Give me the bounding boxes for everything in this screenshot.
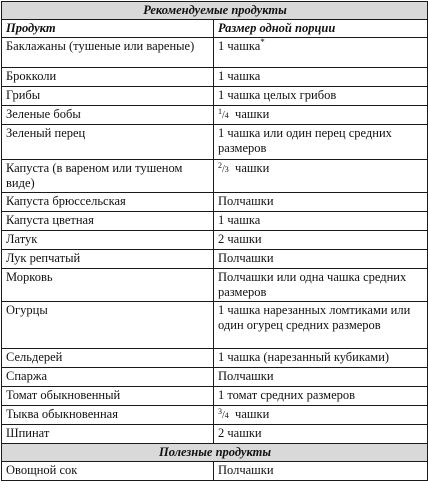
portion-cell (214, 250, 428, 269)
portion-cell (214, 368, 428, 387)
section-header-row (2, 444, 428, 462)
column-header-product: Продукт (2, 20, 214, 38)
fraction-slash: / (222, 110, 225, 121)
portion-text: чашки (235, 107, 270, 121)
table-row (2, 212, 428, 231)
portion-cell (214, 406, 428, 425)
table-row (2, 68, 428, 87)
product-cell: Брокколи (2, 68, 214, 87)
product-cell: Тыква обыкновенная (2, 406, 214, 425)
product-cell: Капуста цветная (2, 212, 214, 231)
product-cell: Огурцы (2, 302, 214, 349)
portion-text: 1 томат средних размеров (218, 388, 356, 402)
section-title-useful: Полезные продукты (2, 444, 428, 462)
table-row (2, 425, 428, 444)
product-cell: Овощной сок (2, 462, 214, 481)
product-cell: Лук репчатый (2, 250, 214, 269)
product-cell: Спаржа (2, 368, 214, 387)
product-cell: Зеленый перец (2, 125, 214, 160)
portion-table (1, 1, 428, 481)
product-cell: Шпинат (2, 425, 214, 444)
portion-text: Полчашки (218, 369, 274, 383)
table-row (2, 231, 428, 250)
table-row (2, 269, 428, 302)
fraction-denominator: 4 (224, 111, 229, 120)
product-cell: Сельдерей (2, 349, 214, 368)
portion-text: Полчашки (218, 194, 274, 208)
portion-table-body (2, 2, 428, 481)
portion-text: чашки (235, 407, 270, 421)
product-cell: Зеленые бобы (2, 106, 214, 125)
product-cell: Грибы (2, 87, 214, 106)
table-row (2, 106, 428, 125)
fraction-slash: / (222, 410, 225, 421)
product-cell: Капуста брюссельская (2, 193, 214, 212)
portion-cell (214, 387, 428, 406)
portion-fraction (218, 407, 229, 421)
portion-text: 2 чашки (218, 426, 262, 440)
portion-cell (214, 212, 428, 231)
portion-cell (214, 160, 428, 193)
portion-text: 1 чашка или один перец средних размеров (218, 126, 392, 155)
footnote-mark: * (260, 37, 265, 47)
portion-text: 1 чашка (нарезанный кубиками) (218, 350, 390, 364)
portion-cell (214, 231, 428, 250)
portion-text: 1 чашка (218, 69, 261, 83)
portion-cell (214, 269, 428, 302)
portion-text: чашки (235, 161, 270, 175)
portion-text: Полчашки (218, 251, 274, 265)
portion-cell (214, 349, 428, 368)
table-row (2, 38, 428, 68)
table-row (2, 193, 428, 212)
portion-text: Полчашки (218, 463, 274, 477)
portion-fraction (218, 107, 229, 121)
product-cell: Морковь (2, 269, 214, 302)
fraction-denominator: 4 (224, 411, 229, 420)
table-row (2, 87, 428, 106)
portion-text: 1 чашка целых грибов (218, 88, 337, 102)
fraction-denominator: 3 (224, 165, 229, 174)
column-header-row (2, 20, 428, 38)
table-row (2, 368, 428, 387)
product-cell: Капуста (в вареном или тушеном виде) (2, 160, 214, 193)
portion-fraction (218, 161, 229, 175)
portion-text: Полчашки или одна чашка средних размеров (218, 270, 407, 299)
table-row (2, 406, 428, 425)
table-row (2, 160, 428, 193)
portion-text: 2 чашки (218, 232, 262, 246)
portion-text: 1 чашка (218, 39, 261, 53)
fraction-numerator: 3 (218, 407, 222, 416)
table-row (2, 387, 428, 406)
portion-cell (214, 193, 428, 212)
portion-cell (214, 425, 428, 444)
table-row (2, 125, 428, 160)
section-header-row (2, 2, 428, 20)
section-title-recommended: Рекомендуемые продукты (2, 2, 428, 20)
fraction-numerator: 2 (218, 161, 222, 170)
product-cell: Баклажаны (тушеные или вареные) (2, 38, 214, 68)
portion-cell (214, 125, 428, 160)
portion-cell (214, 87, 428, 106)
portion-text: 1 чашка нарезанных ломтиками или один огурец средних размеров (218, 303, 411, 332)
portion-cell (214, 68, 428, 87)
portion-cell (214, 106, 428, 125)
table-row (2, 462, 428, 481)
fraction-numerator: 1 (218, 107, 222, 116)
portion-cell (214, 302, 428, 349)
column-header-portion: Размер одной порции (214, 20, 428, 38)
portion-cell (214, 38, 428, 68)
table-row (2, 302, 428, 349)
table-row (2, 349, 428, 368)
portion-cell (214, 462, 428, 481)
product-cell: Латук (2, 231, 214, 250)
table-row (2, 250, 428, 269)
portion-text: 1 чашка (218, 213, 261, 227)
product-cell: Томат обыкновенный (2, 387, 214, 406)
fraction-slash: / (222, 164, 225, 175)
